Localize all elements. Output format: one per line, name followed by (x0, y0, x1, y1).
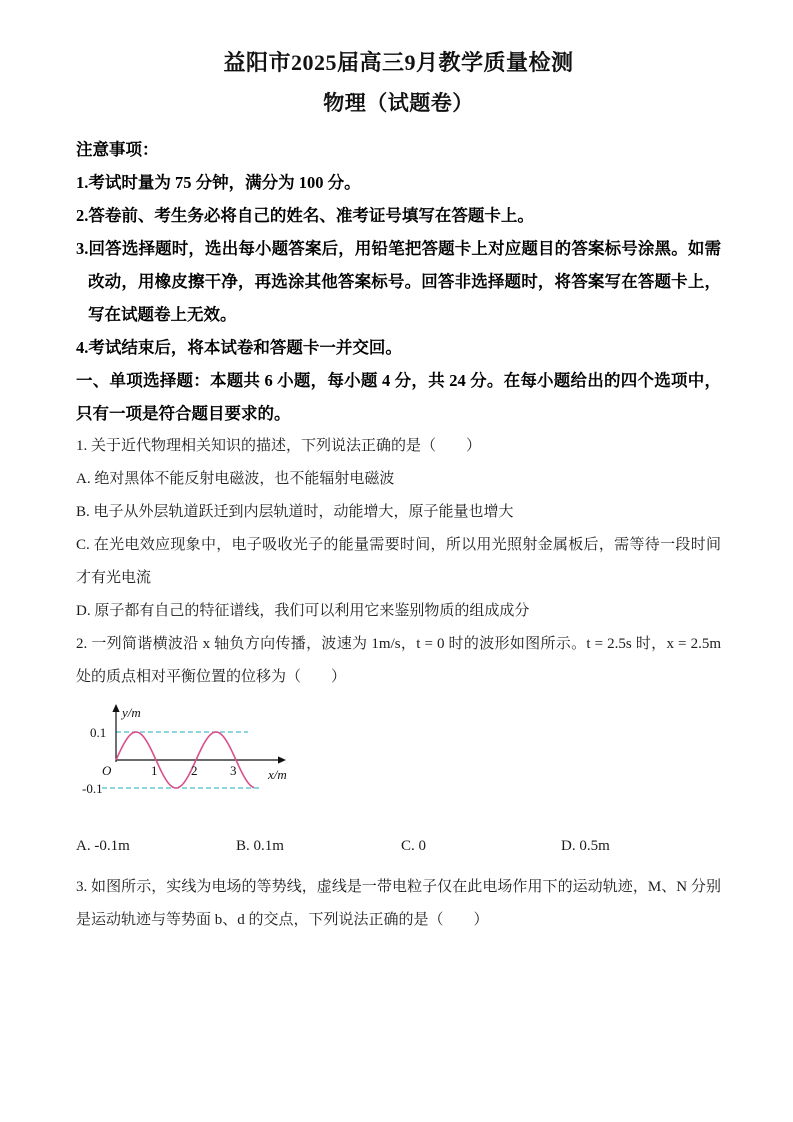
question-1-option-c: C. 在光电效应现象中，电子吸收光子的能量需要时间，所以用光照射金属板后，需等待一段时间才有光电流 (76, 537, 721, 586)
x-axis-label: x/m (268, 767, 287, 782)
question-1-option-a: A. 绝对黑体不能反射电磁波，也不能辐射电磁波 (76, 471, 395, 487)
question-1-stem: 1. 关于近代物理相关知识的描述，下列说法正确的是（ ） (76, 438, 482, 454)
notice-item-4: 4.考试结束后，将本试卷和答题卡一并交回。 (76, 338, 402, 357)
y-axis-label: y/m (122, 705, 141, 720)
question-2-options (76, 831, 721, 861)
question-2-option-a: A. -0.1m (76, 838, 130, 854)
question-2-option-c: C. 0 (401, 838, 427, 854)
notice-item-3: 3.回答选择题时，选出每小题答案后，用铅笔把答题卡上对应题目的答案标号涂黑。如需改动，用橡皮擦干净，再选涂其他答案标号。回答非选择题时，将答案写在答题卡上，写在试题卷上无效。 (76, 239, 721, 324)
notices-heading: 注意事项： (76, 140, 159, 159)
exam-title: 益阳市2025届高三9月教学质量检测 (223, 50, 574, 75)
question-3 (76, 871, 721, 937)
y-axis-arrow (112, 704, 119, 712)
question-2-option-d: D. 0.5m (561, 838, 610, 854)
notice-item-2: 2.答卷前、考生务必将自己的姓名、准考证号填写在答题卡上。 (76, 206, 534, 225)
question-1 (76, 430, 721, 628)
question-2-stem: 2. 一列简谐横波沿 x 轴负方向传播，波速为 1m/s，t = 0 时的波形如图所示。t = 2.5s 时，x = 2.5m 处的质点相对平衡位置的位移为（ ） (76, 636, 721, 685)
y-tick-positive: 0.1 (90, 725, 107, 740)
wave-figure-container (76, 700, 721, 827)
question-1-option-b: B. 电子从外层轨道跃迁到内层轨道时，动能增大，原子能量也增大 (76, 504, 514, 520)
x-axis-arrow (278, 756, 286, 763)
notices-section (76, 133, 721, 430)
x-tick-1: 1 (151, 763, 158, 778)
notice-item-1: 1.考试时量为 75 分钟，满分为 100 分。 (76, 173, 361, 192)
y-tick-negative: -0.1 (82, 781, 103, 796)
question-2-option-b: B. 0.1m (236, 838, 284, 854)
exam-subtitle: 物理（试题卷） (323, 91, 474, 115)
questions-area (76, 430, 721, 937)
x-tick-2: 2 (191, 763, 198, 778)
question-1-option-d: D. 原子都有自己的特征谱线，我们可以利用它来鉴别物质的组成成分 (76, 603, 530, 619)
origin-label: O (102, 763, 112, 778)
question-3-stem: 3. 如图所示，实线为电场的等势线，虚线是一带电粒子仅在此电场作用下的运动轨迹，M、N 分别是运动轨迹与等势面 b、d 的交点，下列说法正确的是（ ） (76, 879, 721, 928)
x-tick-3: 3 (230, 763, 237, 778)
section-heading: 一、单项选择题：本题共 6 小题，每小题 4 分，共 24 分。在每小题给出的四个选项中，只有一项是符合题目要求的。 (76, 371, 721, 423)
wave-figure (76, 700, 316, 822)
question-2 (76, 628, 721, 861)
